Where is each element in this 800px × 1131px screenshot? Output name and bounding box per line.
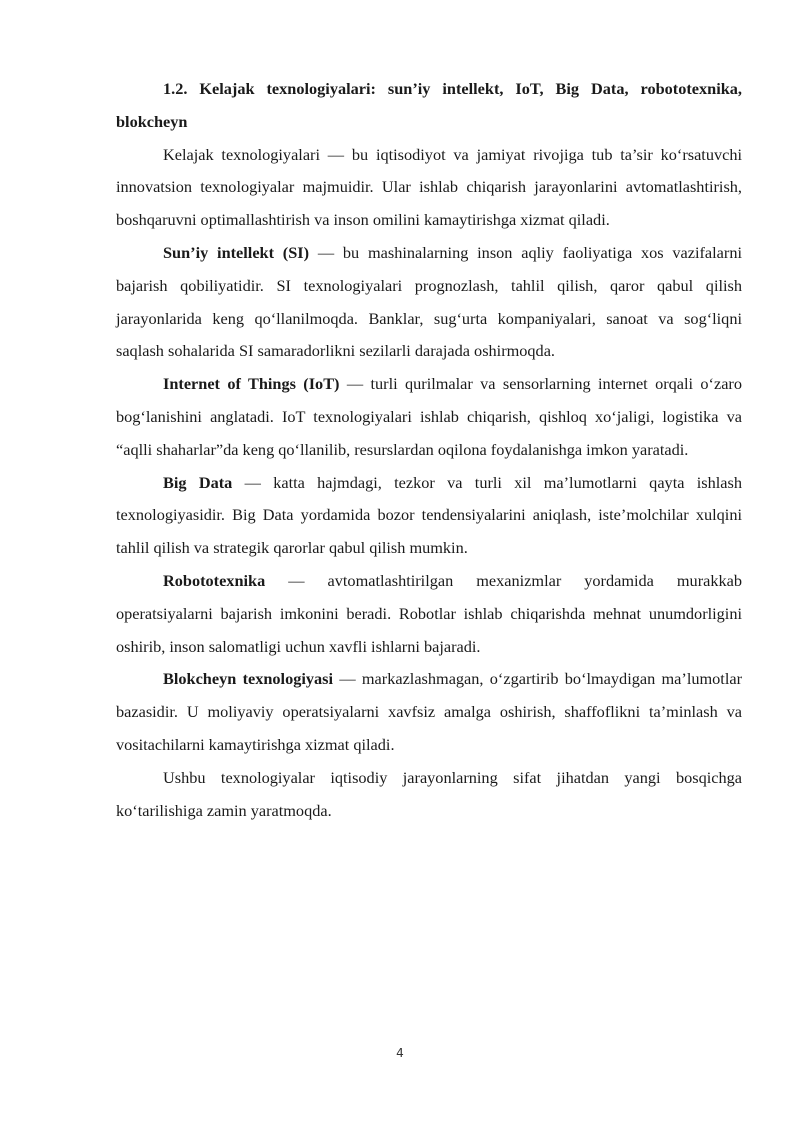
section-heading: 1.2. Kelajak texnologiyalari: sun’iy intellekt, IoT, Big Data, robototexnika, blokcheyn	[116, 79, 742, 131]
term-big-data: Big Data	[163, 472, 233, 492]
term-iot: Internet of Things (IoT)	[163, 374, 340, 394]
paragraph-ai	[116, 237, 742, 368]
paragraph-intro	[116, 139, 742, 237]
term-robotics: Robototexnika	[163, 570, 266, 590]
paragraph-ai-text: — bu mashinalarning inson aqliy faoliyatiga xos vazifalarni bajarish qobiliyatidir. SI texnologiyalari prognozlash, tahlil qilish, qaror qabul qilish jarayonlarida keng qo‘llanilmoqda. Banklar, sug‘urta kompaniyalari, sanoat va sog‘liqni saqlash sohalarida SI samaradorlikni sezilarli darajada oshirmoqda.	[116, 242, 742, 361]
document-page	[116, 73, 742, 827]
paragraph-robotics-text: — avtomatlashtirilgan mexanizmlar yordamida murakkab operatsiyalarni bajarish imkonini beradi. Robotlar ishlab chiqarishda mehnat unumdorligini oshirib, inson salomatligi uchun xavfli ishlarni bajaradi.	[116, 570, 742, 656]
paragraph-iot-text: — turli qurilmalar va sensorlarning internet orqali o‘zaro bog‘lanishini anglatadi. IoT texnologiyalari ishlab chiqarish, qishloq xo‘jaligi, logistika va “aqlli shaharlar”da keng qo‘llanilib, resurslardan oqilona foydalanishga imkon yaratadi.	[116, 374, 742, 459]
term-ai: Sun’iy intellekt (SI)	[163, 242, 310, 262]
paragraph-robotics	[116, 565, 742, 663]
paragraph-conclusion	[116, 762, 742, 828]
paragraph-conclusion-text: Ushbu texnologiyalar iqtisodiy jarayonlarning sifat jihatdan yangi bosqichga ko‘tarilishiga zamin yaratmoqda.	[116, 767, 742, 820]
page-number: 4	[396, 1046, 404, 1060]
paragraph-big-data	[116, 467, 742, 565]
paragraph-iot	[116, 368, 742, 466]
paragraph-blockchain	[116, 663, 742, 761]
paragraph-big-data-text: — katta hajmdagi, tezkor va turli xil ma’lumotlarni qayta ishlash texnologiyasidir. Big Data yordamida bozor tendensiyalarini aniqlash, iste’molchilar xulqini tahlil qilish va strategik qarorlar qabul qilish mumkin.	[116, 472, 742, 558]
term-blockchain: Blokcheyn texnologiyasi	[163, 669, 334, 689]
paragraph-blockchain-text: — markazlashmagan, o‘zgartirib bo‘lmaydigan ma’lumotlar bazasidir. U moliyaviy operatsiyalarni xavfsiz amalga oshirish, shaffoflikni ta’minlash va vositachilarni kamaytirishga xizmat qiladi.	[116, 669, 742, 754]
paragraph-intro-text: Kelajak texnologiyalari — bu iqtisodiyot va jamiyat rivojiga tub ta’sir ko‘rsatuvchi innovatsion texnologiyalar majmuidir. Ular ishlab chiqarish jarayonlarini avtomatlashtirish, boshqaruvni optimallashtirish va inson omilini kamaytirishga xizmat qiladi.	[116, 144, 742, 230]
